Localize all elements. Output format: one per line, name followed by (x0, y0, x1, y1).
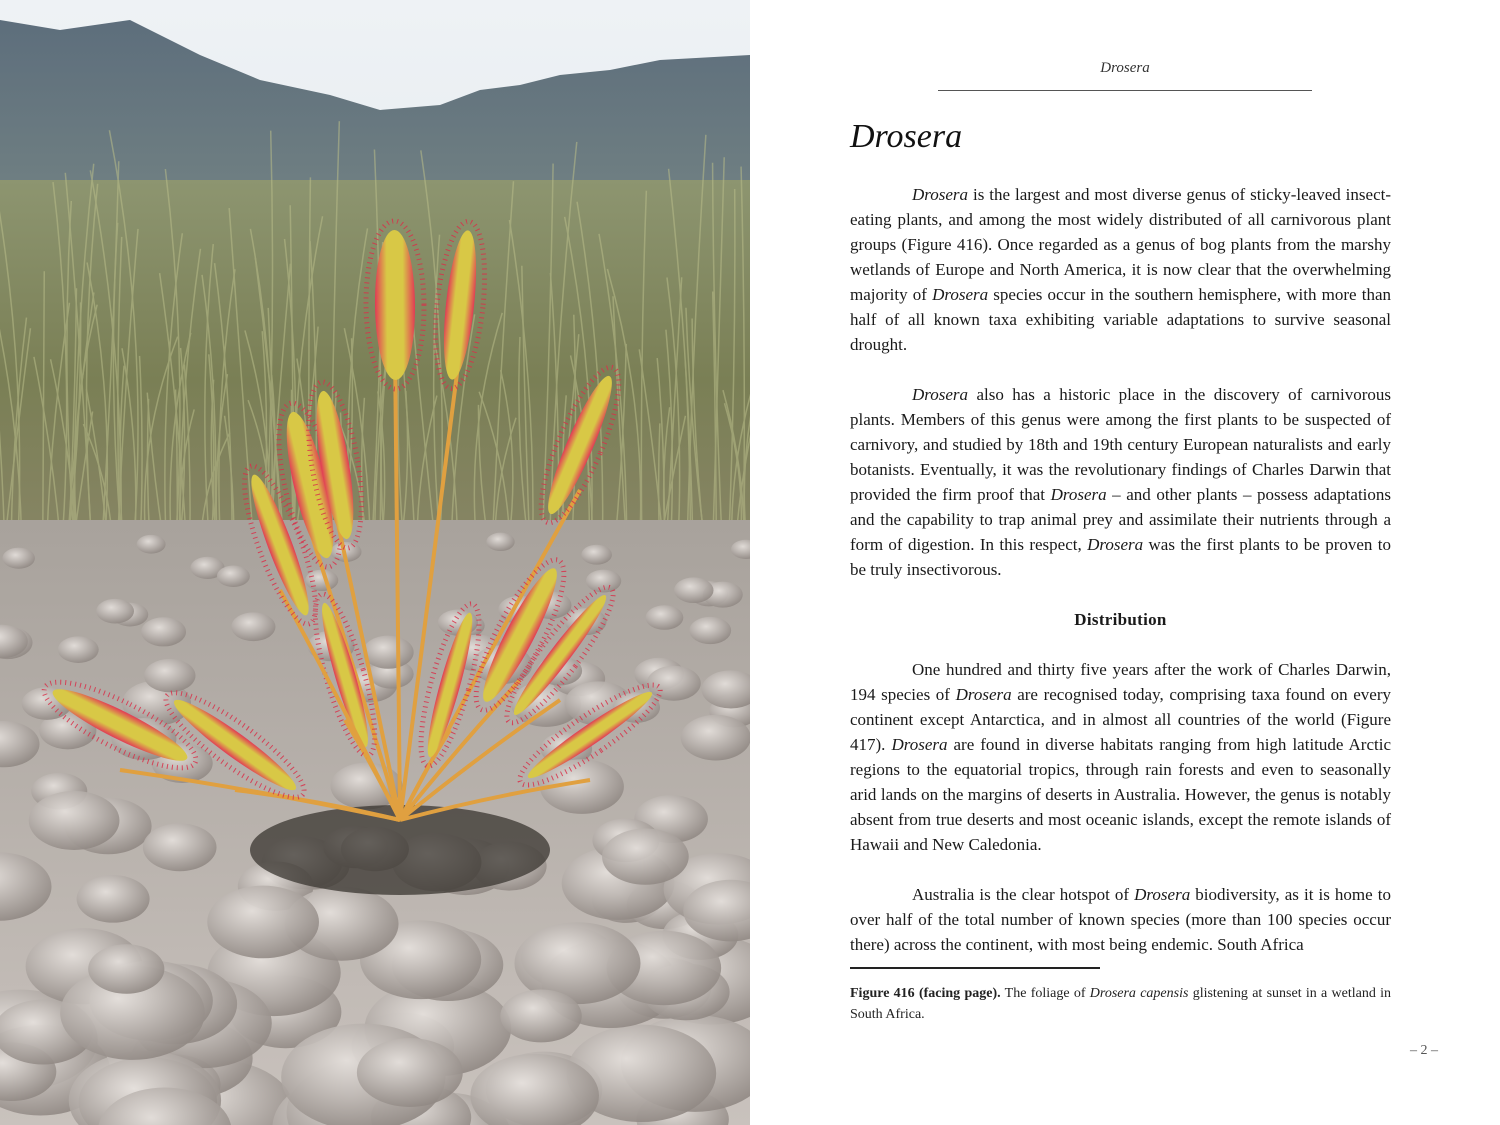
paragraph-3: One hundred and thirty five years after the work of Charles Darwin, 194 species of Drosera are recognised today, comprising taxa found on every continent except Antarctica, and in almost all countries of the world (Figure 417). Drosera are found in diverse habitats ranging from high latitude Arctic regions to the equatorial tropics, through rain forests and even to seasonally arid lands on the margins of deserts in Australia. However, the genus is notably absent from true deserts and most oceanic islands, except the remote islands of Hawaii and New Caledonia. (850, 660, 1391, 854)
text-page (750, 0, 1500, 1125)
section-heading: Distribution (1074, 610, 1167, 629)
body-text (850, 182, 1391, 957)
chapter-title: Drosera (850, 118, 963, 155)
caption-rule (850, 967, 1100, 969)
caption-text: The foliage of Drosera capensis glistening at sunset in a wetland in South Africa. (850, 986, 1391, 1022)
paragraph-2: Drosera also has a historic place in the discovery of carnivorous plants. Members of this genus were among the first plants to be suspected of carnivory, and studied by 18th and 19th century European naturalists and early botanists. Eventually, it was the revolutionary findings of Charles Darwin that provided the firm proof that Drosera – and other plants – possess adaptations and the capability to trap animal prey and assimilate their nutrients through a form of digestion. In this respect, Drosera was the first plants to be proven to be truly insectivorous. (850, 385, 1392, 579)
figure-caption (850, 983, 1391, 1025)
paragraph-1: Drosera is the largest and most diverse genus of sticky-leaved insect-eating plants, and among the most widely distributed of all carnivorous plant groups (Figure 416). Once regarded as a genus of bog plants from the marshy wetlands of Europe and North America, it is now clear that the overwhelming majority of Drosera species occur in the southern hemisphere, with more than half of all known taxa exhibiting variable adaptations to survive seasonal drought. (850, 185, 1391, 354)
page-number: – 2 – (1410, 1043, 1438, 1058)
caption-label: Figure 416 (facing page). (850, 986, 1001, 1001)
running-head: Drosera (1100, 60, 1150, 76)
paragraph-4: Australia is the clear hotspot of Drosera biodiversity, as it is home to over half of the total number of known species (more than 100 species occur there) across the continent, with most being endemic. South Africa (850, 885, 1391, 954)
running-head-rule (938, 90, 1312, 91)
